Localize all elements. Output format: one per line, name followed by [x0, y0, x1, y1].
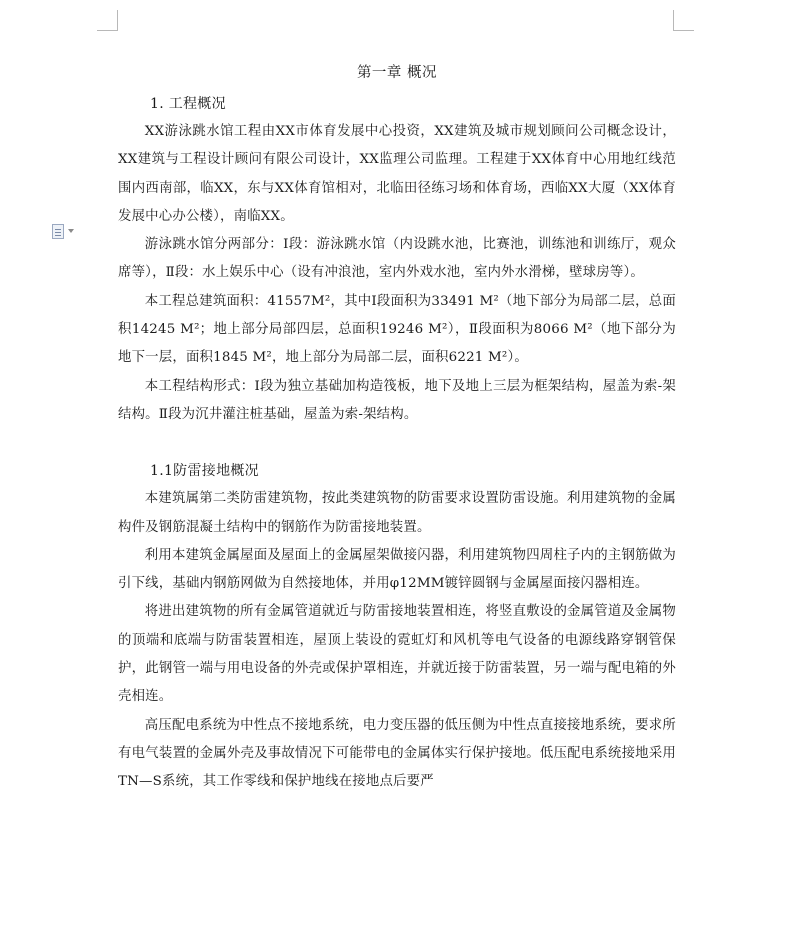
crop-mark-top-left: [97, 10, 118, 31]
chevron-down-icon[interactable]: [68, 229, 74, 233]
paragraph: 将进出建筑物的所有金属管道就近与防雷接地装置相连，将竖直敷设的金属管道及金属物的顶端和底端与防雷装置相连，屋顶上装设的霓虹灯和风机等电气设备的电源线路穿钢管保护，此钢管一端与用电设备的外壳或保护罩相连，并就近接于防雷装置，另一端与配电箱的外壳相连。: [118, 604, 676, 705]
blank-line: [118, 429, 676, 457]
paragraph: 本工程总建筑面积：41557M²，其中Ⅰ段面积为33491 M²（地下部分为局部二层，总面积14245 M²；地上部分局部四层，总面积19246 M²），Ⅱ段面积为8066 M²（地下部分为地下一层，面积1845 M²，地上部分为局部二层，面积6221 M²）。: [118, 293, 676, 366]
paragraph: 利用本建筑金属屋面及屋面上的金属屋架做接闪器，利用建筑物四周柱子内的主钢筋做为引下线，基础内钢筋网做为自然接地体，并用φ12MM镀锌圆钢与金属屋面接闪器相连。: [118, 547, 676, 592]
document-icon[interactable]: [52, 224, 64, 239]
crop-mark-top-right: [673, 10, 694, 31]
document-body: [118, 60, 676, 797]
paragraph: 高压配电系统为中性点不接地系统，电力变压器的低压侧为中性点直接接地系统，要求所有电气装置的金属外壳及事故情况下可能带电的金属体实行保护接地。低压配电系统接地采用TN—S系统，其工作零线和保护地线在接地点后要严: [118, 717, 676, 790]
paragraph: 本工程结构形式：Ⅰ段为独立基础加构造筏板，地下及地上三层为框架结构，屋盖为索-架结构。Ⅱ段为沉井灌注桩基础，屋盖为索-架结构。: [118, 378, 676, 422]
chapter-title: 第一章 概况: [356, 65, 438, 81]
paragraph: 本建筑属第二类防雷建筑物，按此类建筑物的防雷要求设置防雷设施。利用建筑物的金属构件及钢筋混凝土结构中的钢筋作为防雷接地装置。: [118, 491, 676, 535]
subsection-heading: 1.1防雷接地概况: [150, 463, 259, 480]
paragraph: XX游泳跳水馆工程由XX市体育发展中心投资，XX建筑及城市规划顾问公司概念设计，XX建筑与工程设计顾问有限公司设计，XX监理公司监理。工程建于XX体育中心用地红线范围内西南部，临XX，东与XX体育馆相对，北临田径练习场和体育场，西临XX大厦（XX体育发展中心办公楼），南临XX。: [118, 124, 676, 224]
paragraph: 游泳跳水馆分两部分：Ⅰ段：游泳跳水馆（内设跳水池，比赛池，训练池和训练厅，观众席等），Ⅱ段：水上娱乐中心（设有冲浪池，室内外戏水池，室内外水滑梯，壁球房等）。: [118, 237, 676, 281]
section-heading: 1. 工程概况: [150, 96, 226, 112]
